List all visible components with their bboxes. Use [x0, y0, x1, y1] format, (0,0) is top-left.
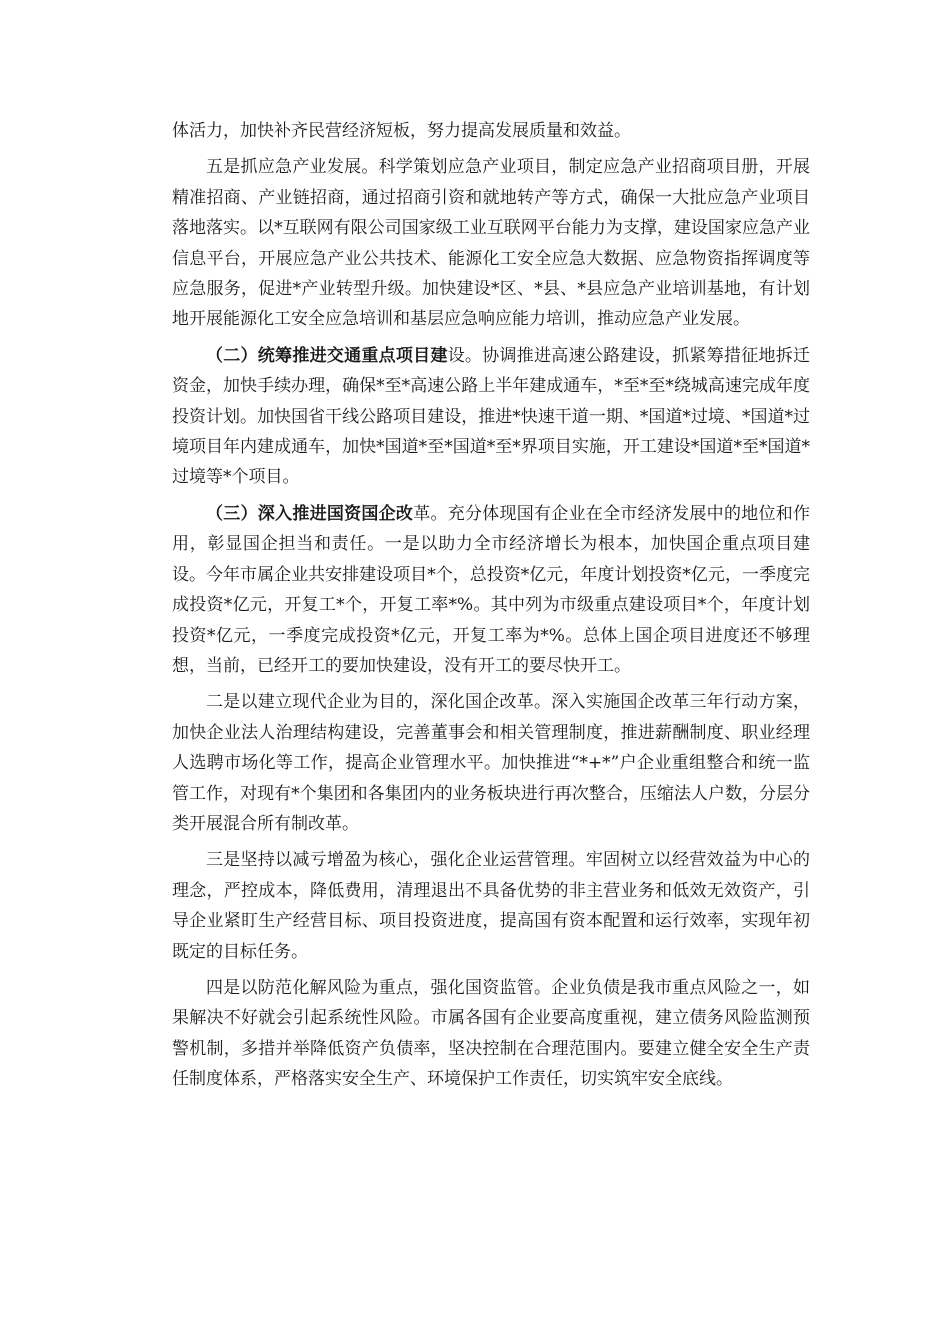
- paragraph-text: 革。充分体现国有企业在全市经济发展中的地位和作用，彰显国企担当和责任。一是以助力全市经济增长为根本，加快国企重点项目建设。今年市属企业共安排建设项目*个，总投资*亿元，年度计划投资*亿元，一季度完成投资*亿元，开复工*个，开复工率*%。其中列为市级重点建设项目*个，年度计划投资*亿元，一季度完成投资*亿元，开复工率为*%。总体上国企项目进度还不够理想，当前，已经开工的要加快建设，没有开工的要尽快开工。: [172, 503, 811, 676]
- paragraph-emergency-industry: 五是抓应急产业发展。科学策划应急产业项目，制定应急产业招商项目册，开展精准招商、产业链招商，通过招商引资和就地转产等方式，确保一大批应急产业项目落地落实。以*互联网有限公司国家级工业互联网平台能力为支撑，建设国家应急产业信息平台，开展应急产业公共技术、能源化工安全应急大数据、应急物资指挥调度等应急服务，促进*产业转型升级。加快建设*区、*县、*县应急产业培训基地，有计划地开展能源化工安全应急培训和基层应急响应能力培训，推动应急产业发展。: [172, 157, 810, 330]
- paragraph-transport-projects: [172, 341, 810, 493]
- paragraph-modern-enterprise: 二是以建立现代企业为目的，深化国企改革。深入实施国企改革三年行动方案，加快企业法人治理结构建设，完善董事会和相关管理制度，推进薪酬制度、职业经理人选聘市场化等工作，提高企业管理水平。加快推进“*+*”户企业重组整合和统一监管工作，对现有*个集团和各集团内的业务板块进行再次整合，压缩法人户数，分层分类开展混合所有制改革。: [172, 692, 810, 834]
- paragraph-text: 设。协调推进高速公路建设，抓紧筹措征地拆迁资金，加快手续办理，确保*至*高速公路上半年建成通车，*至*至*绕城高速完成年度投资计划。加快国省干线公路项目建设，推进*快速干道一期、*国道*过境、*国道*过境项目年内建成通车，加快*国道*至*国道*至*界项目实施，开工建设*国道*至*国道*过境等*个项目。: [172, 345, 811, 488]
- section-heading-soe-reform: （三）深入推进国资国企改: [206, 503, 414, 524]
- paragraph-risk-supervision: 四是以防范化解风险为重点，强化国资监管。企业负债是我市重点风险之一，如果解决不好就会引起系统性风险。市属各国有企业要高度重视，建立债务风险监测预警机制，多措并举降低资产负债率，坚决控制在合理范围内。要建立健全安全生产责任制度体系，严格落实安全生产、环境保护工作责任，切实筑牢安全底线。: [172, 977, 810, 1090]
- paragraph-continuation: 体活力，加快补齐民营经济短板，努力提高发展质量和效益。: [172, 121, 631, 141]
- section-heading-transport: （二）统筹推进交通重点项目建: [206, 345, 448, 366]
- paragraph-soe-reform: [172, 499, 810, 681]
- document-body: [172, 116, 810, 1101]
- paragraph-operations-management: 三是坚持以减亏增盈为核心，强化企业运营管理。牢固树立以经营效益为中心的理念，严控成本，降低费用，清理退出不具备优势的非主营业务和低效无效资产，引导企业紧盯生产经营目标、项目投资进度，提高国有资本配置和运行效率，实现年初既定的目标任务。: [172, 850, 810, 962]
